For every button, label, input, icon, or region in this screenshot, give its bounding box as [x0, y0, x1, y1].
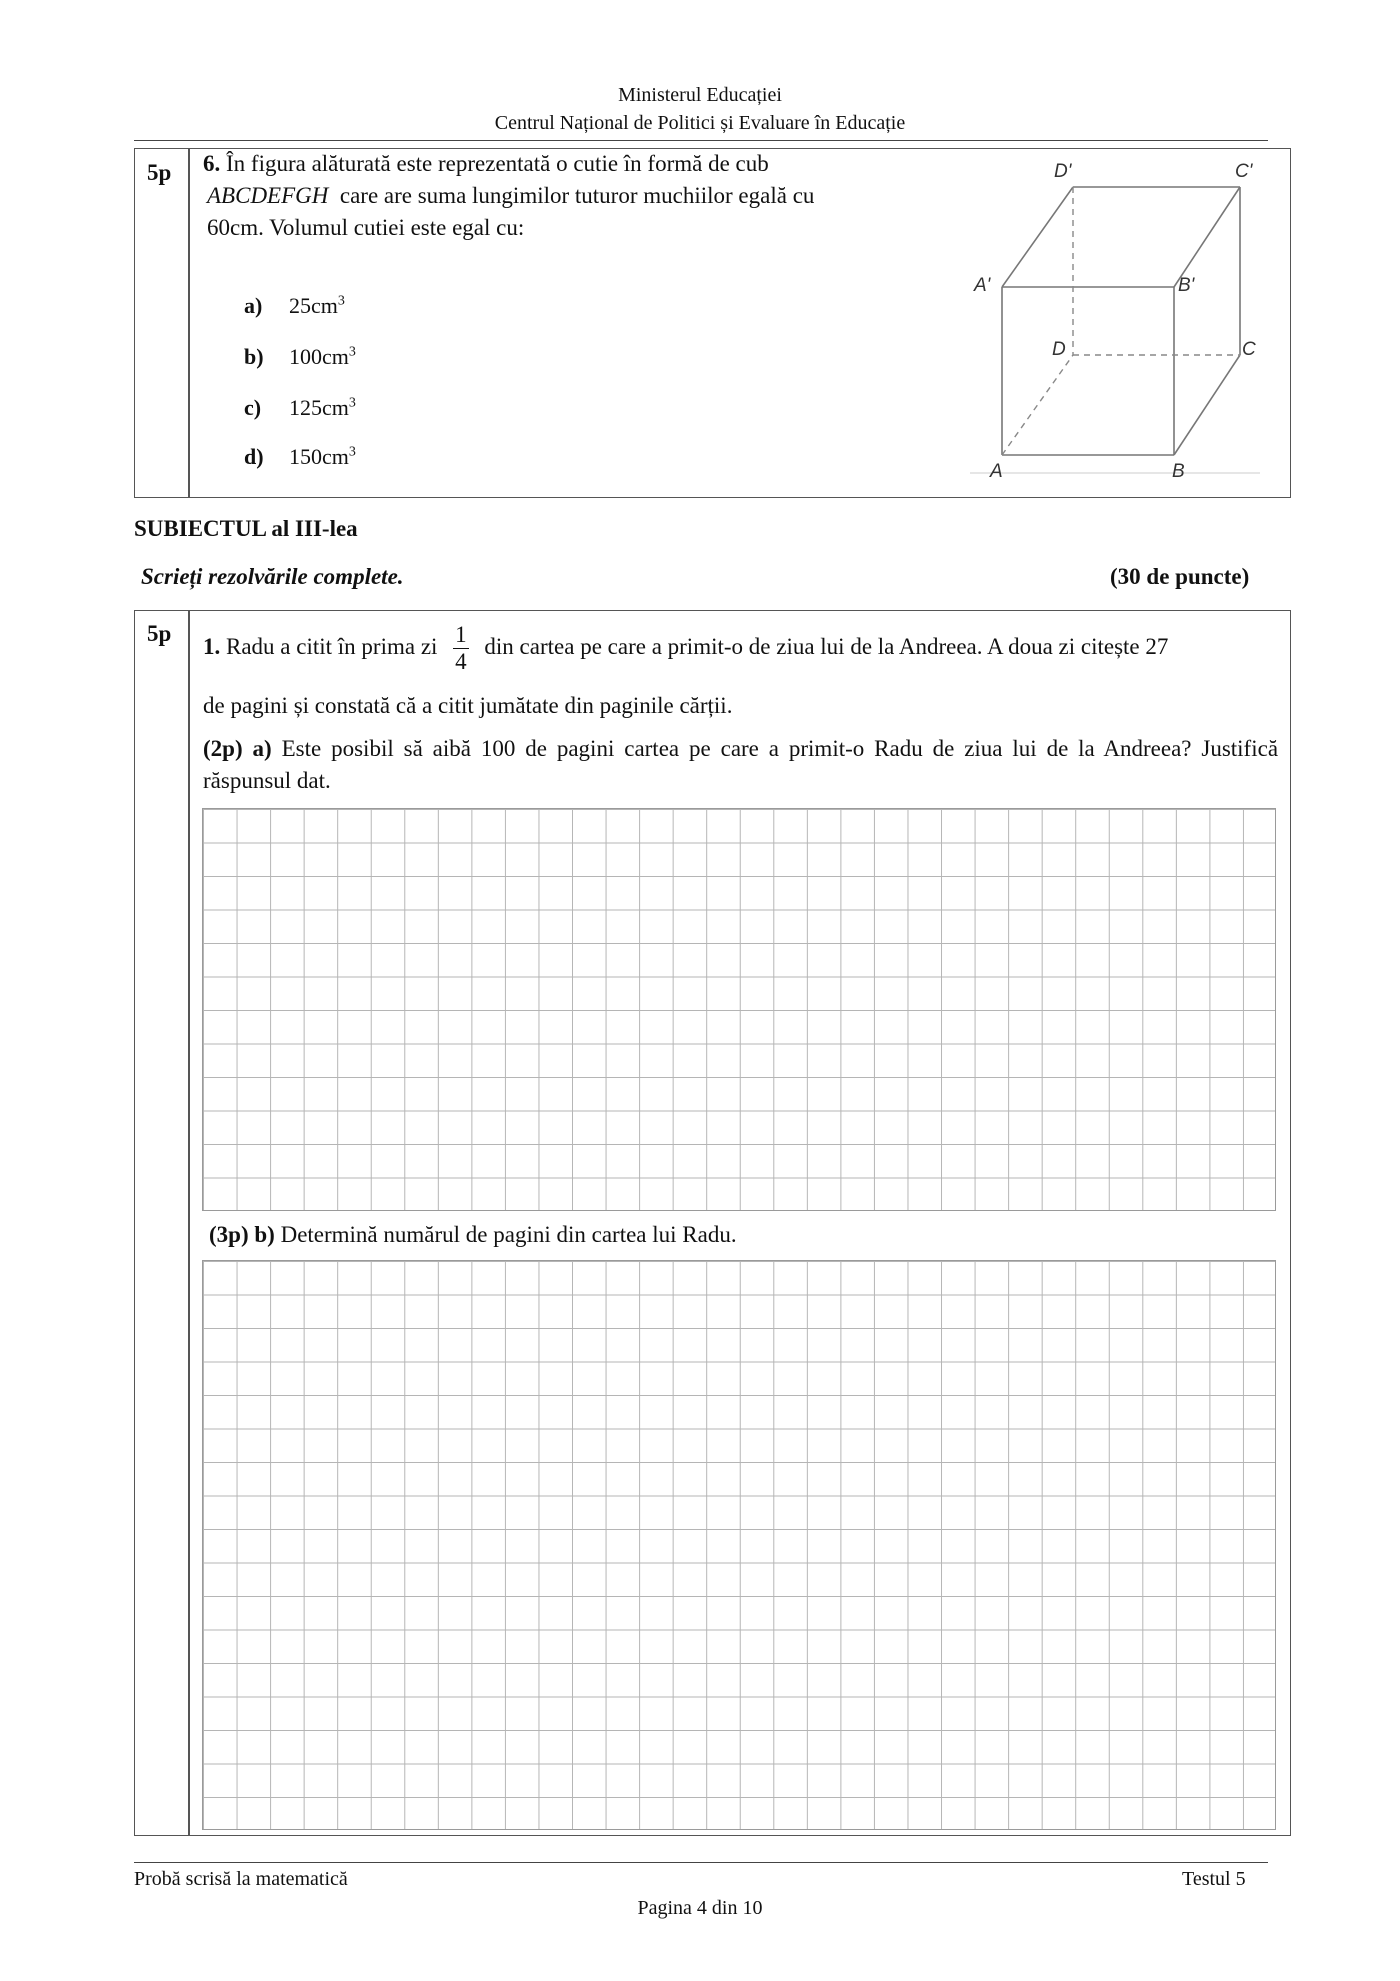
header-rule	[134, 140, 1268, 141]
footer-rule	[134, 1862, 1268, 1863]
q6-statement	[203, 148, 903, 244]
section-title: SUBIECTUL al III-lea	[134, 516, 358, 541]
label-a: A	[990, 461, 1003, 482]
q1-points: 5p	[147, 621, 172, 646]
q1-part-b-text: Determină numărul de pagini din cartea lui Radu.	[280, 1222, 737, 1247]
one-quarter-fraction: $\frac{1}{4}$	[455, 622, 467, 674]
label-d-prime: D'	[1054, 161, 1072, 182]
q6-text-line2: care are suma lungimilor tuturor muchiilor egală cu	[339, 183, 815, 208]
label-c-prime: C'	[1235, 161, 1253, 182]
q6-option-d[interactable]: d) $150cm^3$	[244, 444, 356, 469]
q1-part-b-label: b)	[254, 1222, 275, 1247]
q6-option-b[interactable]: b) $100cm^3$	[244, 344, 356, 369]
q1-statement-line1	[203, 622, 1278, 675]
q6-option-a[interactable]: a) $25cm^3$	[244, 293, 345, 318]
q1-part-a-text: Este posibil să aibă 100 de pagini cartea pe care a primit-o Radu de ziua lui de la Andreea? Justifică răspunsul dat.	[203, 736, 1279, 793]
q6-points: 5p	[147, 160, 172, 185]
q6-cube-name: ABCDEFGH	[207, 183, 329, 208]
q1-part-b-points: (3p)	[209, 1222, 249, 1247]
q1-part-a-points: (2p)	[203, 736, 243, 761]
q1-part-a-label: a)	[252, 736, 272, 761]
q6-option-c[interactable]: c) $125cm^3$	[244, 395, 356, 420]
points-column-divider	[188, 148, 190, 498]
label-b-prime: B'	[1178, 275, 1195, 296]
header-line1: Ministerul Educației	[618, 84, 782, 106]
footer-right: Testul 5	[1182, 1868, 1246, 1890]
q1-statement-line2: de pagini și constată că a citit jumătate din paginile cărții.	[203, 693, 733, 718]
q1-part-a	[203, 733, 1278, 797]
q6-number: 6.	[203, 151, 221, 176]
label-b: B	[1172, 461, 1185, 482]
footer-page-number: Pagina 4 din 10	[637, 1897, 763, 1919]
label-c: C	[1242, 339, 1256, 360]
label-d: D	[1052, 339, 1066, 360]
q1-number: 1.	[203, 633, 221, 659]
footer-left: Probă scrisă la matematică	[134, 1868, 348, 1890]
cube-figure	[960, 155, 1280, 485]
section-points: (30 de puncte)	[1110, 564, 1250, 589]
section-instruction: Scrieți rezolvările complete.	[141, 564, 404, 589]
q6-text-line3: 60cm. Volumul cutiei este egal cu:	[207, 215, 525, 240]
label-a-prime: A'	[974, 275, 991, 296]
answer-grid-part-b[interactable]	[202, 1260, 1276, 1830]
q1-text-after-fraction: din cartea pe care a primit-o de ziua lui de la Andreea. A doua zi citește 27	[484, 633, 1169, 659]
q6-text-line1: În figura alăturată este reprezentată o cutie în formă de cub	[226, 151, 769, 176]
answer-grid-part-a[interactable]	[202, 808, 1276, 1211]
points-column-divider-2	[188, 610, 190, 1836]
q1-text-before-fraction: Radu a citit în prima zi	[226, 633, 438, 659]
q1-part-b	[209, 1219, 737, 1251]
header-line2: Centrul Național de Politici și Evaluare în Educație	[494, 112, 906, 134]
